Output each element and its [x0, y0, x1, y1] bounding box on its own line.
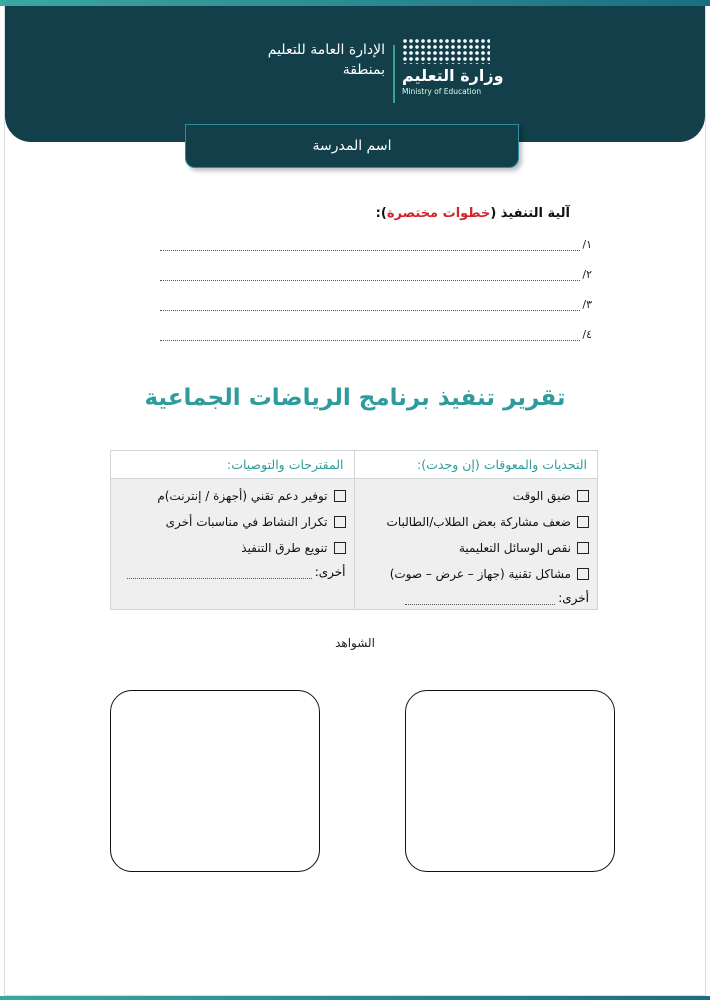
- checkbox-item[interactable]: [119, 535, 346, 561]
- step-line[interactable]: [160, 328, 592, 341]
- checkbox-item[interactable]: [363, 535, 590, 561]
- item-label: مشاكل تقنية (جهاز – عرض – صوت): [389, 566, 571, 581]
- logo-dots-icon: [402, 38, 490, 64]
- dotted-line: [405, 596, 555, 605]
- checkbox-item[interactable]: [363, 483, 590, 509]
- ministry-name-en: Ministry of Education: [402, 87, 482, 96]
- suggestions-header: المقترحات والتوصيات:: [111, 451, 355, 479]
- step-line[interactable]: [160, 298, 592, 311]
- item-label: تنويع طرق التنفيذ: [241, 540, 328, 555]
- suggestions-cell: [111, 479, 355, 610]
- other-label: أخرى:: [314, 565, 346, 579]
- step-number: ٤/: [582, 328, 592, 341]
- checkbox-icon[interactable]: [577, 516, 589, 528]
- mechanism-heading: [376, 206, 570, 221]
- dotted-line: [160, 271, 580, 281]
- other-field[interactable]: [119, 561, 346, 579]
- dotted-line: [160, 331, 580, 341]
- checkbox-item[interactable]: [119, 509, 346, 535]
- checkbox-icon[interactable]: [334, 542, 346, 554]
- challenges-cell: [354, 479, 598, 610]
- item-label: ضيق الوقت: [512, 488, 571, 503]
- other-label: أخرى:: [558, 591, 589, 605]
- department-line2: بمنطقة: [342, 62, 385, 78]
- logo-divider: [393, 45, 395, 103]
- mechanism-suffix: ):: [375, 206, 387, 221]
- ministry-name-ar: وزارة التعليم: [402, 66, 504, 85]
- checkbox-item[interactable]: [363, 561, 590, 587]
- item-label: ضعف مشاركة بعض الطلاب/الطالبات: [386, 514, 571, 529]
- challenges-suggestions-table: [110, 450, 598, 610]
- step-number: ١/: [582, 238, 592, 251]
- checkbox-item[interactable]: [363, 509, 590, 535]
- ministry-logo: [402, 38, 504, 97]
- dotted-line: [160, 301, 580, 311]
- dotted-line: [160, 241, 580, 251]
- item-label: توفير دعم تقني (أجهزة / إنترنت)م: [157, 488, 328, 503]
- report-title: تقرير تنفيذ برنامج الرياضات الجماعية: [144, 385, 566, 411]
- checkbox-item[interactable]: [119, 483, 346, 509]
- challenges-header: التحديات والمعوقات (إن وجدت):: [354, 451, 598, 479]
- step-number: ٢/: [582, 268, 592, 281]
- step-line[interactable]: [160, 268, 592, 281]
- evidence-label: الشواهد: [335, 636, 375, 650]
- step-line[interactable]: [160, 238, 592, 251]
- department-name: [268, 40, 385, 80]
- item-label: نقص الوسائل التعليمية: [458, 540, 571, 555]
- checkbox-icon[interactable]: [577, 490, 589, 502]
- school-name-field[interactable]: اسم المدرسة: [185, 124, 519, 168]
- evidence-box-1[interactable]: [405, 690, 615, 872]
- bottom-strip: [0, 996, 710, 1000]
- checkbox-icon[interactable]: [334, 490, 346, 502]
- checkbox-icon[interactable]: [577, 542, 589, 554]
- checkbox-icon[interactable]: [577, 568, 589, 580]
- evidence-box-2[interactable]: [110, 690, 320, 872]
- checkbox-icon[interactable]: [334, 516, 346, 528]
- mechanism-label: آلية التنفيذ (: [490, 206, 570, 221]
- item-label: تكرار النشاط في مناسبات أخرى: [165, 514, 328, 529]
- department-line1: الإدارة العامة للتعليم: [267, 42, 385, 58]
- step-number: ٣/: [582, 298, 592, 311]
- mechanism-highlight: خطوات مختصرة: [386, 206, 491, 221]
- other-field[interactable]: [363, 587, 590, 605]
- dotted-line: [127, 570, 312, 579]
